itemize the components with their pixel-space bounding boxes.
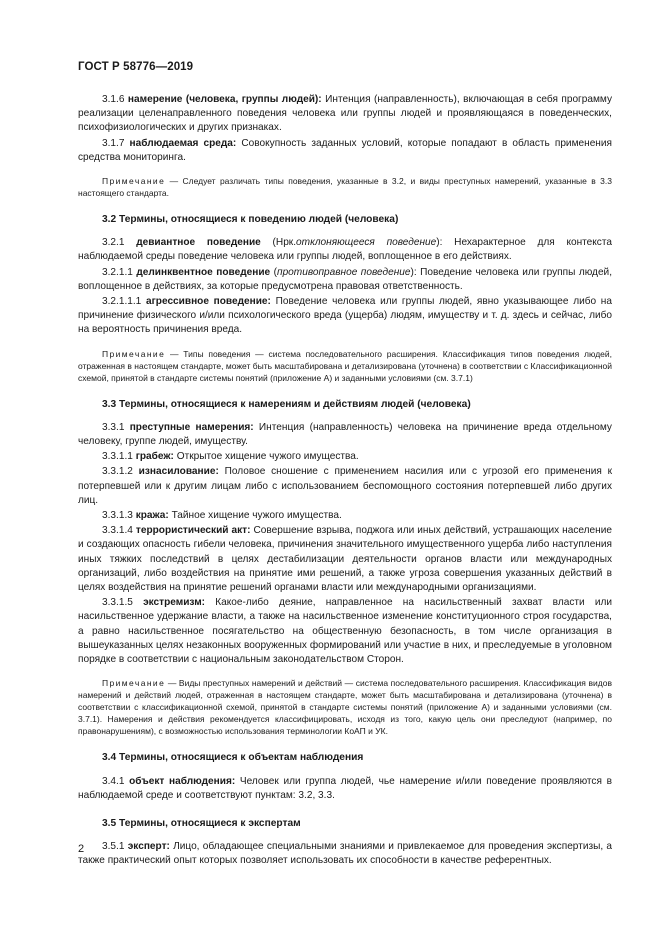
term-3-3-1-1 (78, 450, 612, 464)
term-prefix: ( (273, 266, 278, 278)
document-header: ГОСТ Р 58776—2019 (78, 61, 194, 73)
term-name: агрессивное поведение: (145, 296, 271, 308)
term-definition: Совершение взрыва, поджога или иных действий, устрашающих население и создающих опасность гибели человека, причинения значительного имущественного ущерба либо наступления иных тяжких последствий в целях дестабилизации деятельности органов власти или международных организаций, либо воздействия на принятие ими решений, а также угроза совершения указанных действий в целях воздействия на принятие решений органами власти или международными организациями. (78, 525, 612, 594)
term-3-1-6 (78, 93, 612, 136)
term-name: объект наблюдения: (129, 775, 236, 787)
term-prefix: (Нрк. (272, 237, 297, 249)
term-definition: Интенция (направленность) человека на причинение вреда отдельному человеку, группе людей, имуществу. (78, 421, 612, 448)
document-body (78, 93, 612, 869)
term-synonym: отклоняющееся поведение (296, 237, 437, 249)
term-3-5-1 (78, 840, 612, 868)
clause-number: 3.3.1.3 (102, 510, 133, 522)
clause-number: 3.2.1 (102, 237, 125, 249)
term-definition: Совокупность заданных условий, которые попадают в область применения средства мониторинга. (78, 137, 612, 163)
note-label: Примечание (102, 678, 166, 689)
clause-number: 3.2.1.1 (102, 266, 133, 278)
term-definition: Интенция (направленность), включающая в себя программу реализации целенаправленного поведения человека или группы людей и проявляющаяся в поведенческих, психофизиологических и других признаках. (78, 94, 613, 134)
term-synonym: противоправное поведение (277, 266, 411, 278)
note-2 (78, 348, 612, 384)
note-1 (78, 175, 612, 199)
term-name: изнасилование: (138, 466, 219, 478)
term-definition: Тайное хищение чужого имущества. (171, 510, 342, 522)
section-heading-3-5: 3.5 Термины, относящиеся к экспертам (102, 817, 301, 829)
term-name: намерение (человека, группы людей): (127, 94, 322, 105)
clause-number: 3.1.7 (102, 137, 125, 149)
term-3-2-1-1-1 (78, 295, 612, 338)
section-heading-3-3: 3.3 Термины, относящиеся к намерениям и действиям людей (человека) (102, 398, 471, 410)
note-text: — Виды преступных намерений и действий — система последовательного расширения. Классификация видов намерений и действий людей, отраженная в настоящем стандарте, может быть масштабирована и детализирована (уточнена) в соответствии с классификационной схемой, принятой в стандарте системы понятий (приложение А) и заданными условиями (см. 3.7.1). Намерения и действия рекомендуется классифицировать, исходя из того, какую цель они преследуют (например, по правонарушениям), с возможностью использования терминологии КоАП и УК. (78, 678, 612, 737)
term-3-3-1-5 (78, 596, 612, 667)
term-3-3-1-2 (78, 465, 612, 508)
term-definition: Поведение человека или группы людей, явно указывающее либо на причинение физического и/или психологического вреда (ущерба) людям, имуществу и т. д. здесь и сейчас, либо на вероятность причинения вреда. (78, 296, 612, 336)
term-3-3-1-3 (78, 509, 612, 523)
term-definition: Человек или группа людей, чье намерение и/или поведение проявляются в наблюдаемой среде и соответствуют пунктам: 3.2, 3.3. (78, 775, 612, 801)
term-3-3-1 (78, 421, 612, 449)
clause-number: 3.3.1.1 (102, 451, 133, 463)
term-name: девиантное поведение (136, 237, 261, 249)
clause-number: 3.3.1 (102, 421, 125, 433)
term-name: кража: (135, 510, 169, 522)
note-3 (78, 677, 612, 737)
term-3-4-1 (78, 775, 612, 803)
term-name: террористический акт: (135, 525, 251, 537)
section-heading-3-4: 3.4 Термины, относящиеся к объектам наблюдения (102, 752, 364, 764)
note-text: — Типы поведения — система последовательного расширения. Классификация типов поведения людей, отраженная в настоящем стандарте, может быть масштабирована и детализирована (уточнена) в соответствии с Классификационной схемой, принятой в стандарте системы понятий (приложение А) и заданными условиями (см. 3.7.1) (78, 348, 612, 383)
term-3-3-1-4 (78, 524, 612, 595)
clause-number: 3.3.1.5 (102, 597, 133, 609)
note-label: Примечание (102, 348, 166, 359)
term-definition: ): Нехарактерное для контекста наблюдаемой среды поведение человека или группы людей, воплощенное в его действиях. (78, 237, 612, 263)
section-heading-3-2: 3.2 Термины, относящиеся к поведению людей (человека) (102, 214, 399, 226)
term-name: грабеж: (135, 451, 174, 463)
term-3-2-1 (78, 236, 612, 264)
term-name: экстремизм: (143, 597, 206, 609)
term-3-2-1-1 (78, 266, 612, 294)
term-definition: ): Поведение человека или группы людей, воплощенное в действиях, за которые предусмотрена правовая ответственность. (78, 266, 612, 292)
clause-number: 3.2.1.1.1 (102, 296, 142, 308)
term-name: эксперт: (127, 841, 170, 853)
term-definition: Какое-либо деяние, направленное на насильственный захват власти или насильственное удержание власти, а также на насильственное изменение конституционного строя государства, а равно насильственное посягательство на общественную безопасность, в том числе организация в вышеуказанных целях незаконных вооруженных формирований или участие в них, и преследуемые в уголовном порядке в соответствии с национальным законодательством Сторон. (78, 597, 612, 666)
term-definition: Лицо, обладающее специальными знаниями и привлекаемое для проведения экспертизы, а также практический опыт которых позволяет использовать их способности в качестве референтных. (78, 841, 613, 867)
clause-number: 3.5.1 (102, 841, 125, 853)
term-name: наблюдаемая среда: (129, 137, 237, 149)
note-text: — Следует различать типы поведения, указанные в 3.2, и виды преступных намерений, указанные в 3.3 настоящего стандарта. (78, 176, 612, 199)
term-name: преступные намерения: (129, 421, 254, 433)
term-name: делинквентное поведение (136, 266, 271, 278)
clause-number: 3.3.1.2 (102, 466, 133, 478)
term-definition: Половое сношение с применением насилия или с угрозой его применения к потерпевшей или к другим лицам либо с использованием беспомощного состояния потерпевшей либо других лиц. (78, 466, 613, 506)
term-3-1-7 (78, 137, 612, 165)
note-label: Примечание (102, 176, 166, 187)
clause-number: 3.4.1 (102, 775, 125, 787)
page-number: 2 (78, 843, 85, 855)
clause-number: 3.1.6 (102, 94, 125, 105)
clause-number: 3.3.1.4 (102, 525, 133, 537)
term-definition: Открытое хищение чужого имущества. (176, 451, 359, 463)
